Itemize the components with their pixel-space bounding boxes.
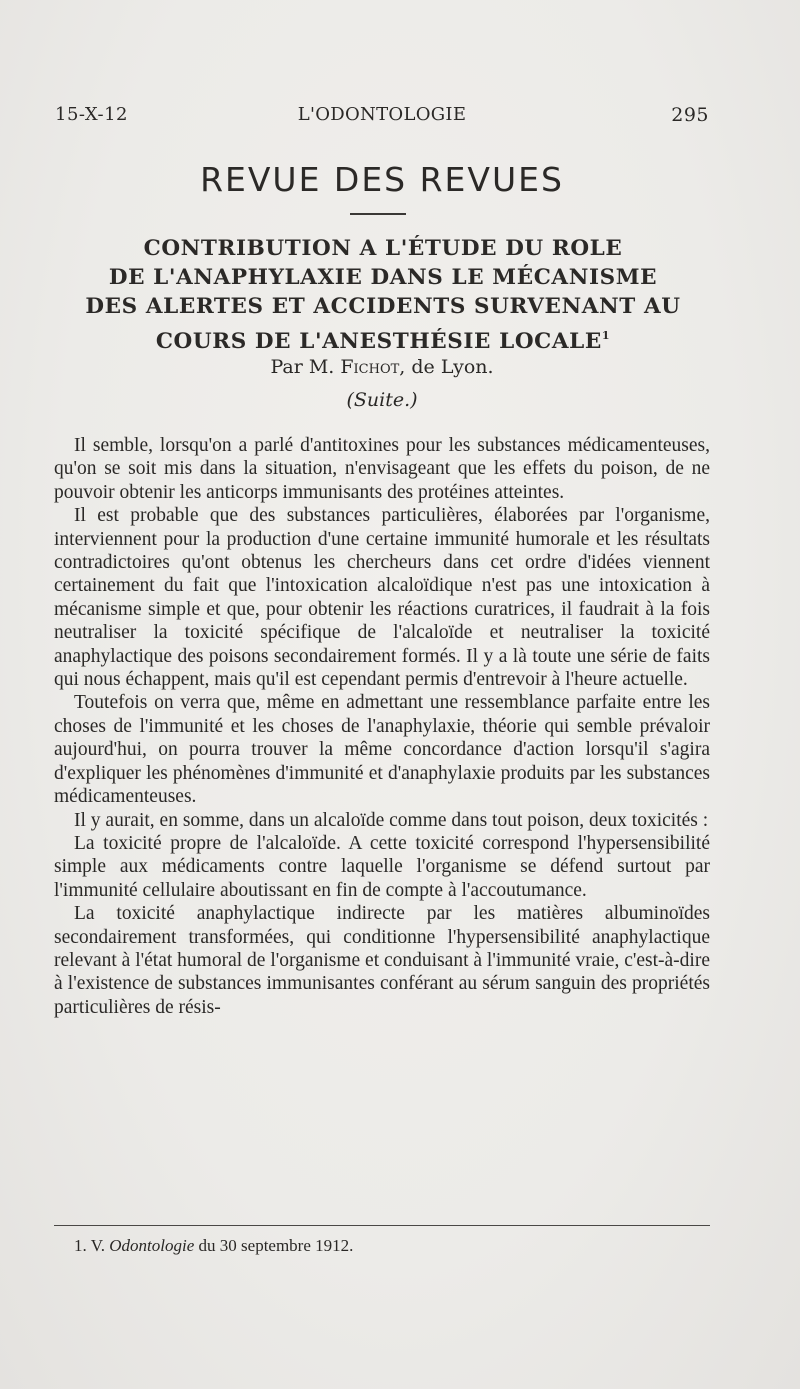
paragraph: La toxicité propre de l'alcaloïde. A cette toxicité correspond l'hypersensibilité simple aux médicaments contre laquelle l'organisme se défend surtout par l'immunité cellulaire aboutissant en fin de compte à l'accoutumance. <box>54 832 710 901</box>
footnote <box>74 1236 353 1256</box>
running-header <box>55 104 709 130</box>
article-title-line: DES ALERTES ET ACCIDENTS SURVENANT AU <box>85 294 681 319</box>
section-title: REVUE DES REVUES <box>200 160 564 199</box>
paragraph: Toutefois on verra que, même en admettant une ressemblance parfaite entre les choses de l'immunité et les choses de l'anaphylaxie, théorie qui semble prévaloir aujourd'hui, on pourra trouver la même concordance d'action lorsqu'il s'agira d'expliquer les phénomènes d'immunité et d'anaphylaxie produits par les substances médicamenteuses. <box>54 692 710 808</box>
footnote-reference: 1 <box>601 329 611 342</box>
byline-suffix: , de Lyon. <box>399 356 494 378</box>
byline <box>0 356 764 378</box>
author-name: Fichot <box>340 356 400 378</box>
footnote-divider <box>54 1225 710 1226</box>
title-divider <box>350 213 406 215</box>
article-body <box>54 434 710 1019</box>
paragraph: Il y aurait, en somme, dans un alcaloïde comme dans tout poison, deux toxicités : <box>74 809 709 831</box>
footnote-source: Odontologie <box>109 1236 195 1255</box>
article-title <box>50 234 716 356</box>
continued-note: (Suite.) <box>346 389 418 411</box>
article-title-line: CONTRIBUTION A L'ÉTUDE DU ROLE <box>143 236 623 261</box>
article-title-line <box>50 321 716 356</box>
article-title-line: DE L'ANAPHYLAXIE DANS LE MÉCANISME <box>108 265 658 290</box>
paragraph: La toxicité anaphylactique indirecte par les matières albuminoïdes secondairement transformées, qui conditionne l'hypersensibilité anaphylactique relevant à l'état humoral de l'organisme et conduisant à l'immunité vraie, c'est-à-dire à l'existence de substances immunisantes conférant au sérum sanguin des propriétés particulières de résis- <box>54 903 710 1018</box>
byline-prefix: Par M. <box>270 356 335 378</box>
footnote-text: du 30 septembre 1912. <box>198 1236 354 1255</box>
page-number: 295 <box>671 104 709 126</box>
paragraph: Il semble, lorsqu'on a parlé d'antitoxines pour les substances médicamenteuses, qu'on se soit mis dans la situation, n'envisageant que les effets du poison, de ne pouvoir obtenir les anticorps immunisants des protéines atteintes. <box>54 435 710 503</box>
paragraph: Il est probable que des substances particulières, élaborées par l'organisme, interviennent pour la production d'une certaine immunité humorale et les résultats contradictoires qu'ont obtenus les chercheurs dans cet ordre d'idées viennent certainement du fait que l'intoxication alcaloïdique n'est pas une intoxication à mécanisme simple et que, pour obtenir les réactions curatrices, il faudrait à la fois neutraliser la toxicité spécifique de l'alcaloïde et neutraliser la toxicité anaphylactique des poisons secondairement formés. Il y a là toute une série de faits qui nous échappent, mais qu'il est cependant permis d'entrevoir à l'heure actuelle. <box>54 505 710 691</box>
footnote-mark: 1. V. <box>74 1236 106 1255</box>
issue-date: 15-X-12 <box>55 104 129 125</box>
article-title-line-text: COURS DE L'ANESTHÉSIE LOCALE <box>155 329 602 354</box>
journal-title: L'ODONTOLOGIE <box>297 104 467 125</box>
